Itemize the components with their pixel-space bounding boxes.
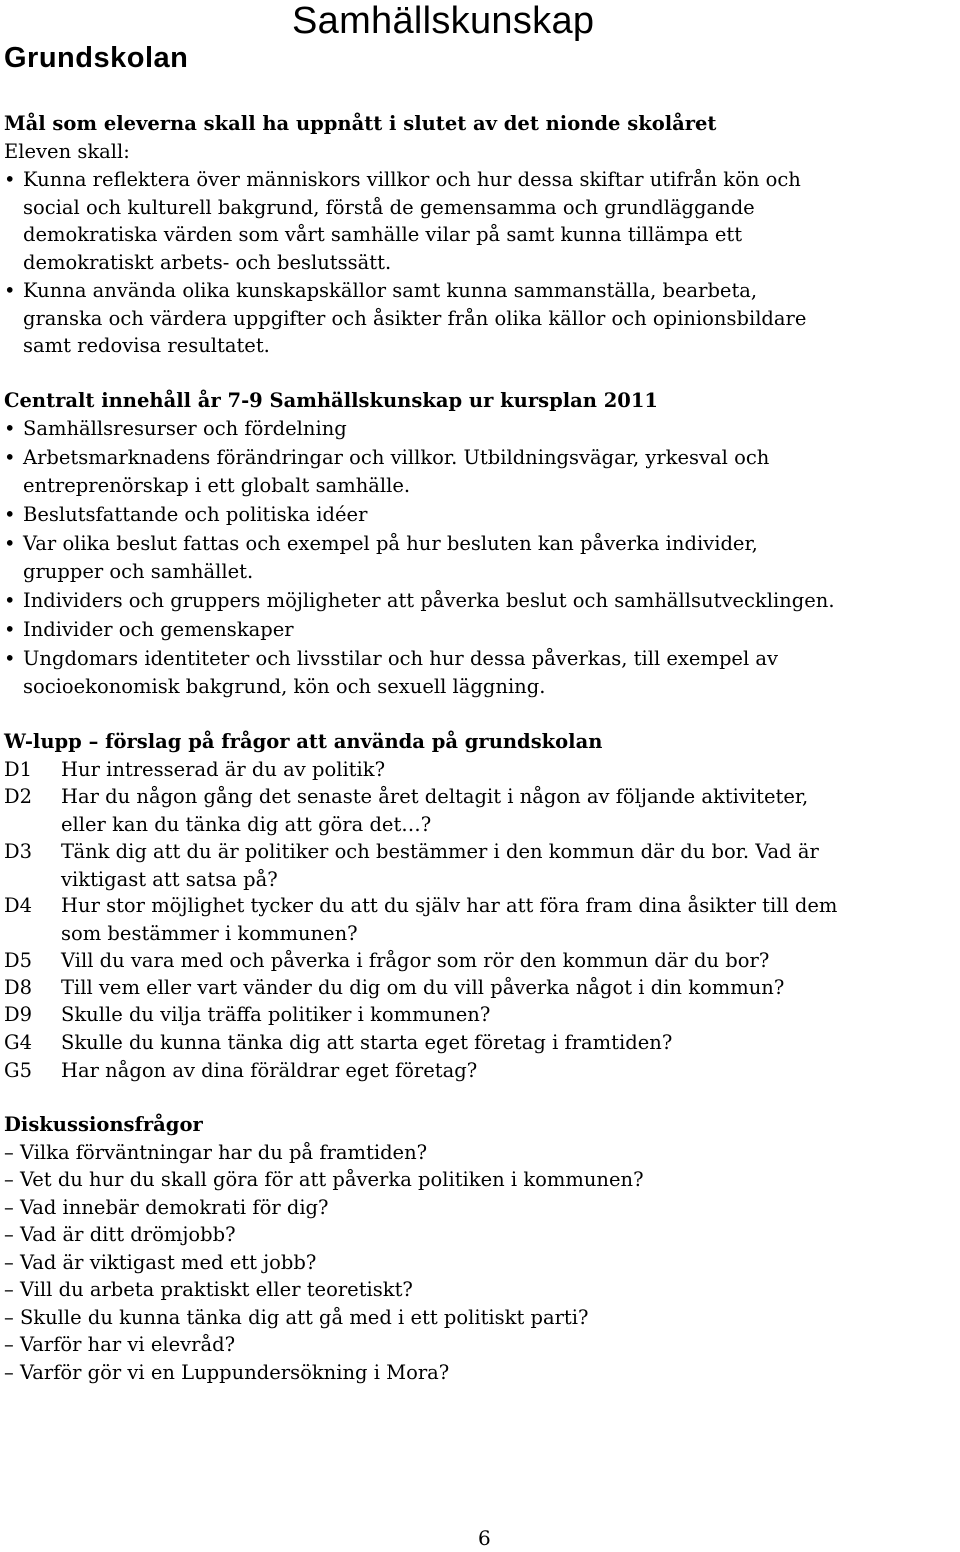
question-code: D9 (4, 1003, 33, 1026)
question-item: D1 Hur intresserad är du av politik? (4, 756, 960, 784)
question-item: D4 Hur stor möjlighet tycker du att du själv har att föra fram dina åsikter till dem som bestämmer i kommunen? (4, 894, 838, 945)
goal-line: Kunna använda olika kunskapskällor samt kunna sammanställa, bearbeta, (23, 279, 758, 302)
question-item: D3 Tänk dig att du är politiker och bestämmer i den kommun där du bor. Vad är viktigast att satsa på? (4, 840, 819, 891)
bullet-icon: • (4, 168, 16, 191)
bullet-icon: • (4, 647, 16, 670)
goals-heading: Mål som eleverna skall ha uppnått i slutet av det nionde skolåret (4, 112, 717, 135)
discussion-item: – Vill du arbeta praktiskt eller teoretiskt? (4, 1278, 413, 1301)
discussion-item: – Vet du hur du skall göra för att påverka politiken i kommunen? (4, 1168, 644, 1191)
question-code: D8 (4, 976, 33, 999)
bullet-icon: • (4, 618, 16, 641)
bullet-icon: • (4, 503, 16, 526)
goal-line: granska och värdera uppgifter och åsikter från olika källor och opinionsbildare (23, 306, 807, 330)
page-number: 6 (478, 1526, 491, 1550)
question-item: D5 Vill du vara med och påverka i frågor som rör den kommun där du bor? (4, 947, 960, 975)
wlupp-heading: W-lupp – förslag på frågor att använda på grundskolan (4, 730, 603, 753)
central-heading: Centralt innehåll år 7-9 Samhällskunskap ur kursplan 2011 (4, 389, 658, 412)
goal-line: social och kulturell bakgrund, förstå de gemensamma och grundläggande (23, 195, 755, 219)
discussion-item: – Vilka förväntningar har du på framtiden? (4, 1141, 428, 1164)
discussion-item: – Varför har vi elevråd? (4, 1333, 236, 1356)
discussion-item: – Vad är ditt drömjobb? (4, 1223, 236, 1246)
central-bullet: • Samhällsresurser och fördelning (4, 415, 956, 443)
central-bullet: • Ungdomars identiteter och livsstilar och hur dessa påverkas, till exempel av socioekonomisk bakgrund, kön och sexuell läggning. (4, 647, 779, 698)
question-code: D4 (4, 894, 33, 917)
goal-bullet (4, 277, 956, 360)
central-bullet: • Individer och gemenskaper (4, 616, 956, 644)
question-code: D2 (4, 785, 33, 808)
goal-bullet (4, 166, 956, 276)
discussion-item: – Vad är viktigast med ett jobb? (4, 1251, 317, 1274)
question-item: D2 Har du någon gång det senaste året deltagit i någon av följande aktiviteter, eller kan du tänka dig att göra det…? (4, 785, 809, 836)
goal-line: samt redovisa resultatet. (23, 334, 270, 357)
central-bullet: • Var olika beslut fattas och exempel på hur besluten kan påverka individer, grupper och samhället. (4, 532, 758, 583)
question-code: G4 (4, 1031, 32, 1054)
bullet-icon: • (4, 417, 16, 440)
bullet-icon: • (4, 532, 16, 555)
question-item: D9 Skulle du vilja träffa politiker i kommunen? (4, 1001, 960, 1029)
discussion-item: – Vad innebär demokrati för dig? (4, 1196, 329, 1219)
question-item: D8 Till vem eller vart vänder du dig om du vill påverka något i din kommun? (4, 974, 960, 1002)
central-bullet: • Arbetsmarknadens förändringar och villkor. Utbildningsvägar, yrkesval och entreprenörskap i ett globalt samhälle. (4, 446, 770, 497)
question-code: D3 (4, 840, 33, 863)
discussion-heading: Diskussionsfrågor (4, 1113, 203, 1136)
school-level-title: Grundskolan (4, 42, 189, 74)
question-code: G5 (4, 1059, 32, 1082)
question-item: G5 Har någon av dina föräldrar eget företag? (4, 1057, 960, 1085)
central-bullet: • Beslutsfattande och politiska idéer (4, 501, 956, 529)
question-code: D5 (4, 949, 33, 972)
goal-line: demokratiska värden som vårt samhälle vilar på samt kunna tillämpa ett (23, 223, 743, 246)
goal-line: demokratiskt arbets- och beslutssätt. (23, 250, 392, 274)
question-code: D1 (4, 758, 33, 781)
discussion-item: – Skulle du kunna tänka dig att gå med i ett politiskt parti? (4, 1306, 589, 1329)
bullet-icon: • (4, 279, 16, 302)
discussion-item: – Varför gör vi en Luppundersökning i Mora? (4, 1361, 450, 1384)
goal-line: Kunna reflektera över människors villkor och hur dessa skiftar utifrån kön och (23, 168, 801, 191)
bullet-icon: • (4, 446, 16, 469)
bullet-icon: • (4, 589, 16, 612)
subject-title: Samhällskunskap (292, 0, 595, 42)
central-bullet: • Individers och gruppers möjligheter att påverka beslut och samhällsutvecklingen. (4, 587, 956, 615)
goals-intro: Eleven skall: (4, 140, 130, 163)
question-item: G4 Skulle du kunna tänka dig att starta eget företag i framtiden? (4, 1029, 960, 1057)
